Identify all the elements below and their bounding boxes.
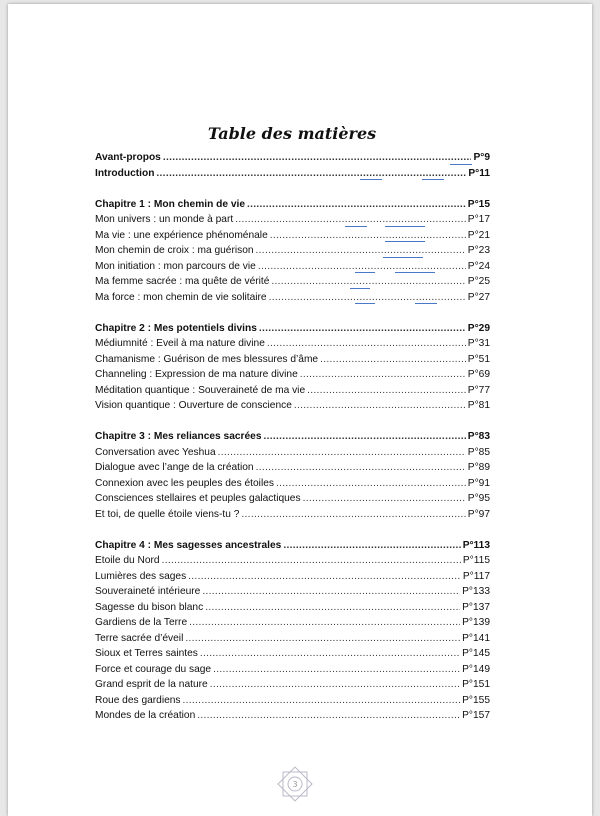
dot-leader: [276, 476, 466, 492]
spellcheck-underline: [355, 272, 375, 273]
dot-leader: [247, 197, 466, 213]
toc-entry-label: Terre sacrée d’éveil: [95, 632, 184, 644]
toc-page-number: P°11: [468, 167, 490, 179]
toc-entry[interactable]: [95, 259, 490, 275]
toc-page-number: P°95: [467, 493, 490, 504]
toc-page-number: P°24: [467, 260, 490, 272]
dot-leader: [200, 646, 460, 662]
dot-leader: [213, 662, 460, 678]
toc-entry[interactable]: [95, 662, 490, 678]
toc-page-number: P°51: [467, 353, 490, 365]
dot-leader: [205, 600, 460, 616]
dot-leader: [270, 228, 466, 244]
toc-entry-label: Chapitre 4 : Mes sagesses ancestrales: [95, 539, 282, 551]
dot-leader: [283, 538, 460, 554]
toc-page-number: P°21: [467, 229, 490, 241]
toc-entry[interactable]: [95, 166, 490, 182]
toc-entry[interactable]: [95, 615, 490, 631]
toc-entry-label: Ma force : mon chemin de vie solitaire: [95, 291, 267, 303]
toc-entry-label: Médiumnité : Eveil à ma nature divine: [95, 338, 265, 349]
toc-entry[interactable]: [95, 274, 490, 290]
toc-entry[interactable]: [95, 398, 490, 414]
dot-leader: [256, 243, 466, 259]
toc-page-number: P°137: [462, 601, 490, 613]
toc-page-number: P°89: [467, 462, 490, 473]
toc-entry[interactable]: [95, 600, 490, 616]
dot-leader: [241, 507, 465, 523]
toc-entry-label: Sioux et Terres saintes: [95, 648, 198, 659]
dot-leader: [259, 321, 466, 337]
toc-entry-label: Mon initiation : mon parcours de vie: [95, 260, 256, 272]
toc-page-number: P°27: [467, 291, 490, 303]
table-of-contents: [95, 150, 490, 724]
toc-page-number: P°15: [467, 198, 490, 210]
spellcheck-underline: [383, 257, 423, 258]
toc-entry-label: Connexion avec les peuples des étoiles: [95, 477, 274, 489]
dot-leader: [267, 336, 466, 352]
section-spacer: [95, 181, 490, 197]
toc-entry-label: Force et courage du sage: [95, 663, 212, 675]
toc-page-number: P°133: [462, 586, 490, 597]
toc-entry[interactable]: [95, 367, 490, 383]
toc-page-number: P°29: [467, 322, 490, 334]
dot-leader: [188, 569, 461, 585]
section-spacer: [95, 305, 490, 321]
toc-entry-label: Ma vie : une expérience phénoménale: [95, 229, 268, 241]
dot-leader: [189, 615, 460, 631]
spellcheck-underline: [355, 303, 375, 304]
spellcheck-underline: [345, 226, 367, 227]
toc-entry-label: Chapitre 3 : Mes reliances sacrées: [95, 431, 262, 442]
toc-entry-label: Conversation avec Yeshua: [95, 446, 216, 458]
toc-page-number: P°85: [467, 446, 490, 458]
toc-entry-label: Mon chemin de croix : ma guérison: [95, 245, 254, 256]
spellcheck-underline: [385, 241, 425, 242]
toc-page-number: P°25: [467, 276, 490, 287]
toc-entry-label: Chapitre 2 : Mes potentiels divins: [95, 322, 257, 334]
toc-page-number: P°115: [462, 555, 490, 566]
toc-page-number: P°149: [462, 663, 490, 675]
dot-leader: [210, 677, 460, 693]
toc-entry[interactable]: [95, 460, 490, 476]
toc-entry-label: Chapitre 1 : Mon chemin de vie: [95, 198, 246, 210]
section-spacer: [95, 522, 490, 538]
toc-entry[interactable]: [95, 352, 490, 368]
toc-chapter-entry[interactable]: [95, 538, 490, 554]
spellcheck-underline: [422, 179, 444, 180]
toc-entry[interactable]: [95, 445, 490, 461]
toc-page-number: P°141: [462, 632, 490, 644]
dot-leader: [320, 352, 466, 368]
spellcheck-underline: [350, 288, 370, 289]
toc-entry-label: Sagesse du bison blanc: [95, 601, 204, 613]
toc-chapter-entry[interactable]: [95, 197, 490, 213]
toc-page-number: P°139: [462, 617, 490, 628]
toc-entry[interactable]: [95, 646, 490, 662]
toc-entry-label: Méditation quantique : Souveraineté de ma vie: [95, 384, 306, 396]
toc-chapter-entry[interactable]: [95, 429, 490, 445]
dot-leader: [163, 150, 472, 166]
toc-page-number: P°113: [462, 539, 490, 551]
toc-entry[interactable]: [95, 708, 490, 724]
spellcheck-underline: [385, 226, 425, 227]
toc-entry[interactable]: [95, 212, 490, 228]
toc-entry[interactable]: [95, 290, 490, 306]
toc-entry[interactable]: [95, 150, 490, 166]
toc-entry-label: Grand esprit de la nature: [95, 679, 208, 690]
toc-entry[interactable]: [95, 569, 490, 585]
toc-entry[interactable]: [95, 243, 490, 259]
toc-page-number: P°151: [462, 679, 490, 690]
toc-page-number: P°145: [462, 648, 490, 659]
toc-page-number: P°117: [462, 570, 490, 582]
toc-page-number: P°23: [467, 245, 490, 256]
toc-entry[interactable]: [95, 228, 490, 244]
toc-page-number: P°83: [467, 431, 490, 442]
toc-entry[interactable]: [95, 693, 490, 709]
toc-entry-label: Channeling : Expression de ma nature divine: [95, 369, 298, 380]
toc-entry-label: Roue des gardiens: [95, 694, 181, 706]
dot-leader: [197, 708, 460, 724]
toc-entry[interactable]: [95, 507, 490, 523]
page-number: 3: [292, 780, 298, 789]
toc-entry[interactable]: [95, 476, 490, 492]
toc-entry[interactable]: [95, 383, 490, 399]
dot-leader: [202, 584, 460, 600]
toc-entry-label: Mondes de la création: [95, 710, 196, 721]
dot-leader: [183, 693, 461, 709]
dot-leader: [185, 631, 460, 647]
toc-entry-label: Ma femme sacrée : ma quête de vérité: [95, 276, 270, 287]
toc-chapter-entry[interactable]: [95, 321, 490, 337]
dot-leader: [218, 445, 466, 461]
spellcheck-underline: [395, 272, 417, 273]
spellcheck-underline: [415, 272, 435, 273]
toc-page-number: P°69: [467, 369, 490, 380]
toc-page-number: P°77: [467, 384, 490, 396]
toc-entry-label: Chamanisme : Guérison de mes blessures d’âme: [95, 353, 319, 365]
spellcheck-underline: [360, 179, 382, 180]
toc-entry-label: Souveraineté intérieure: [95, 586, 201, 597]
toc-page-number: P°9: [473, 152, 490, 163]
dot-leader: [162, 553, 461, 569]
dot-leader: [256, 460, 466, 476]
toc-page-number: P°91: [467, 477, 490, 489]
toc-entry-label: Vision quantique : Ouverture de conscience: [95, 400, 292, 411]
toc-entry-label: Mon univers : un monde à part: [95, 214, 234, 225]
dot-leader: [303, 491, 466, 507]
toc-entry-label: Consciences stellaires et peuples galactiques: [95, 493, 301, 504]
spellcheck-underline: [415, 303, 437, 304]
section-spacer: [95, 414, 490, 430]
dot-leader: [264, 429, 466, 445]
toc-page-number: P°157: [462, 710, 490, 721]
toc-entry[interactable]: [95, 336, 490, 352]
toc-page-number: P°155: [462, 694, 490, 706]
toc-entry-label: Dialogue avec l’ange de la création: [95, 462, 254, 473]
dot-leader: [307, 383, 466, 399]
toc-entry-label: Introduction: [95, 167, 155, 179]
toc-entry[interactable]: [95, 677, 490, 693]
toc-title: Table des matières: [207, 124, 377, 143]
page-ornament-icon: [275, 764, 315, 804]
toc-entry-label: Avant-propos: [95, 152, 161, 163]
toc-entry-label: Etoile du Nord: [95, 555, 160, 566]
spellcheck-underline: [450, 164, 472, 165]
toc-entry-label: Gardiens de la Terre: [95, 617, 188, 628]
dot-leader: [300, 367, 466, 383]
toc-entry[interactable]: [95, 584, 490, 600]
toc-page-number: P°81: [467, 400, 490, 411]
toc-page-number: P°97: [467, 508, 490, 520]
toc-entry[interactable]: [95, 631, 490, 647]
dot-leader: [156, 166, 466, 182]
toc-entry-label: Et toi, de quelle étoile viens-tu ?: [95, 508, 240, 520]
toc-entry-label: Lumières des sages: [95, 570, 187, 582]
toc-page-number: P°31: [467, 338, 490, 349]
toc-entry[interactable]: [95, 553, 490, 569]
toc-page-number: P°17: [467, 214, 490, 225]
toc-entry[interactable]: [95, 491, 490, 507]
dot-leader: [294, 398, 466, 414]
